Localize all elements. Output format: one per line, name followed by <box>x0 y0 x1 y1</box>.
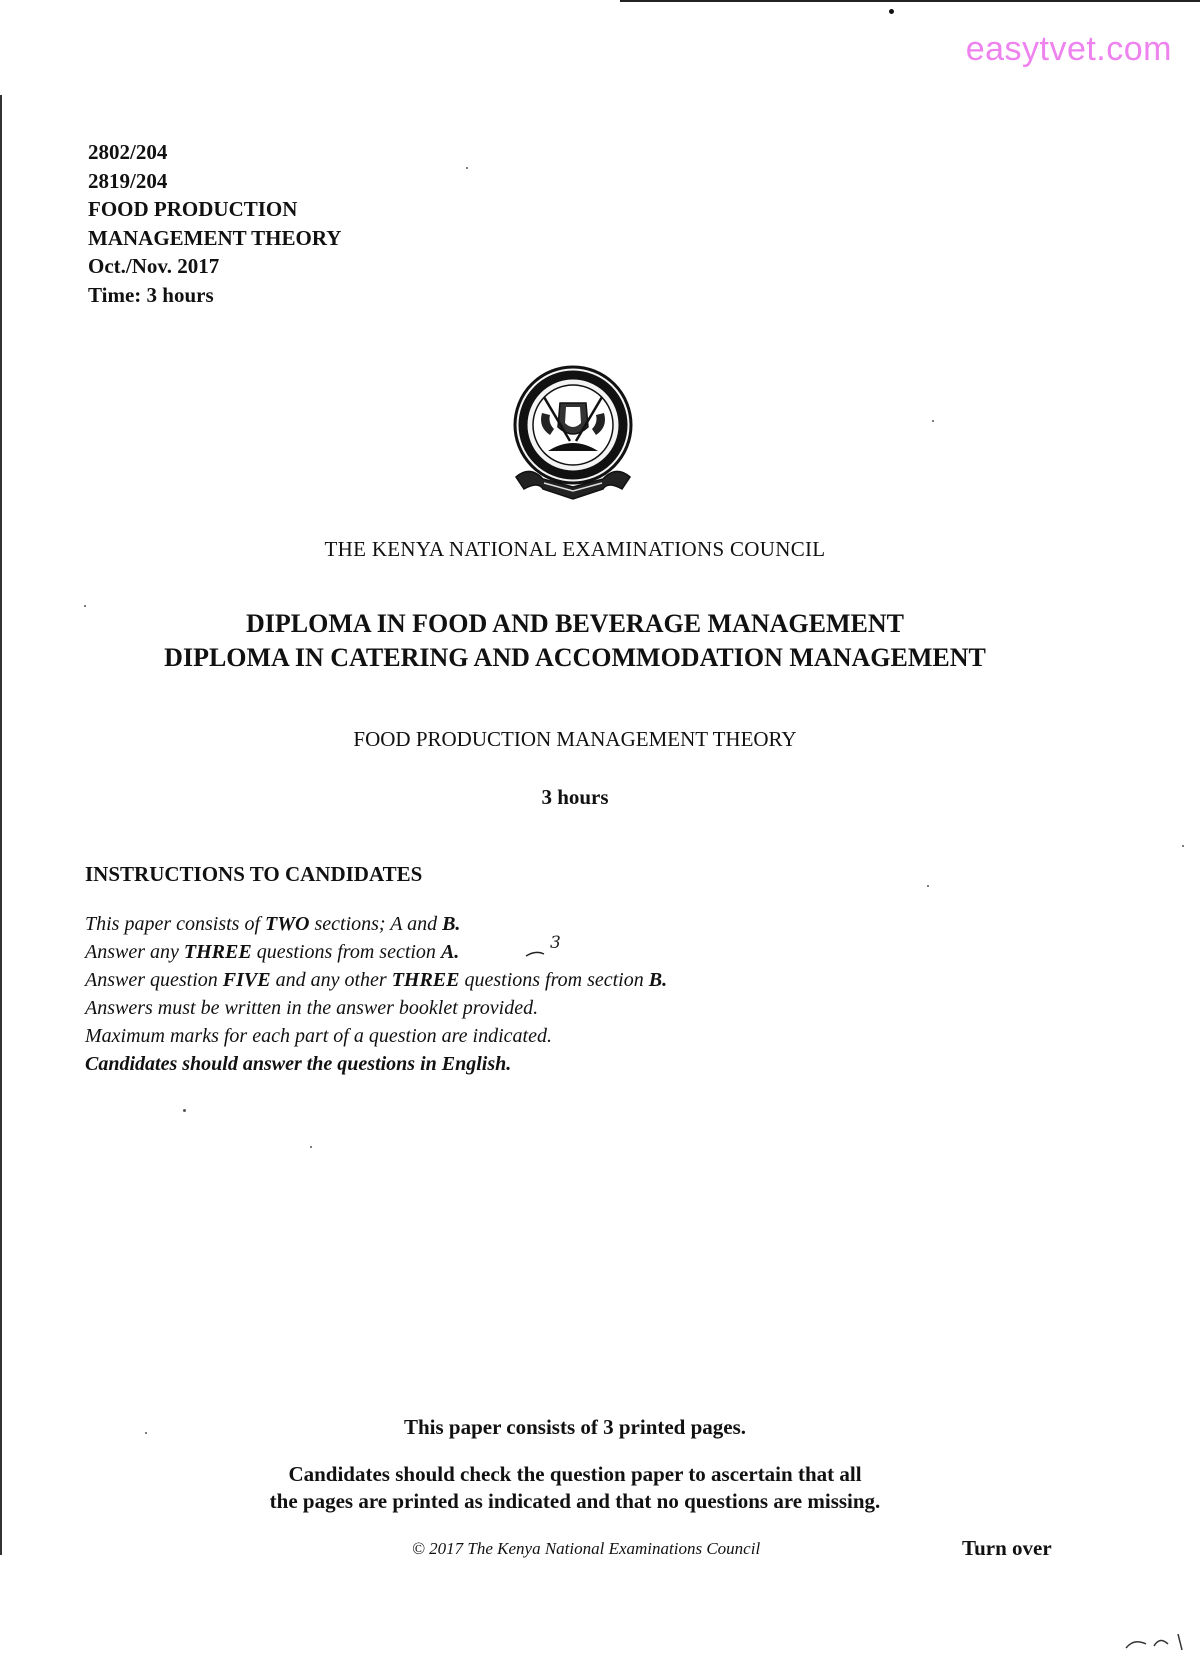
handwritten-mark <box>524 932 574 962</box>
instruction-line: Maximum marks for each part of a question are indicated. <box>85 1025 552 1047</box>
paper-duration: 3 hours <box>541 785 609 809</box>
diploma-title: DIPLOMA IN CATERING AND ACCOMMODATION MANAGEMENT <box>164 643 986 672</box>
instruction-line: This paper consists of TWO sections; A and B. <box>85 913 461 935</box>
scan-speck <box>466 167 468 169</box>
kenya-coat-of-arms-icon <box>508 365 638 513</box>
scan-edge-top <box>620 0 1200 2</box>
instruction-line: Candidates should answer the questions in English. <box>85 1053 512 1075</box>
instructions-list <box>85 910 667 1078</box>
copyright-notice: © 2017 The Kenya National Examinations Council <box>412 1539 761 1558</box>
instructions-heading: INSTRUCTIONS TO CANDIDATES <box>85 862 423 886</box>
turn-over-label: Turn over <box>962 1536 1052 1560</box>
exam-session: Oct./Nov. 2017 <box>88 254 220 278</box>
scan-speck <box>932 420 934 422</box>
check-note: the pages are printed as indicated and that no questions are missing. <box>269 1489 881 1513</box>
instruction-line: Answer any THREE questions from section A. <box>85 941 460 963</box>
diploma-title: DIPLOMA IN FOOD AND BEVERAGE MANAGEMENT <box>246 609 904 638</box>
paper-code: 2819/204 <box>88 168 168 193</box>
instruction-line: Answers must be written in the answer booklet provided. <box>85 997 539 1019</box>
scan-speck <box>84 605 86 607</box>
scan-dot <box>889 9 894 14</box>
paper-header <box>88 138 341 309</box>
corner-scribble <box>1120 1630 1190 1652</box>
scan-edge-left <box>0 95 2 1555</box>
paper-title: FOOD PRODUCTION MANAGEMENT THEORY <box>353 727 797 751</box>
council-name: THE KENYA NATIONAL EXAMINATIONS COUNCIL <box>324 537 826 561</box>
page-count-note: This paper consists of 3 printed pages. <box>403 1415 747 1439</box>
svg-text:3: 3 <box>550 933 561 953</box>
scan-speck <box>310 1146 312 1148</box>
check-note: Candidates should check the question paper to ascertain that all <box>288 1462 862 1486</box>
paper-code: 2802/204 <box>88 140 168 164</box>
exam-time: Time: 3 hours <box>88 282 214 307</box>
scan-speck <box>927 885 929 887</box>
instruction-line: Answer question FIVE and any other THREE questions from section B. <box>85 969 668 991</box>
subject-line: FOOD PRODUCTION <box>88 197 298 221</box>
subject-line: MANAGEMENT THEORY <box>88 225 342 250</box>
watermark: easytvet.com <box>965 30 1172 68</box>
scan-speck <box>183 1109 186 1112</box>
scan-speck <box>1182 845 1184 847</box>
